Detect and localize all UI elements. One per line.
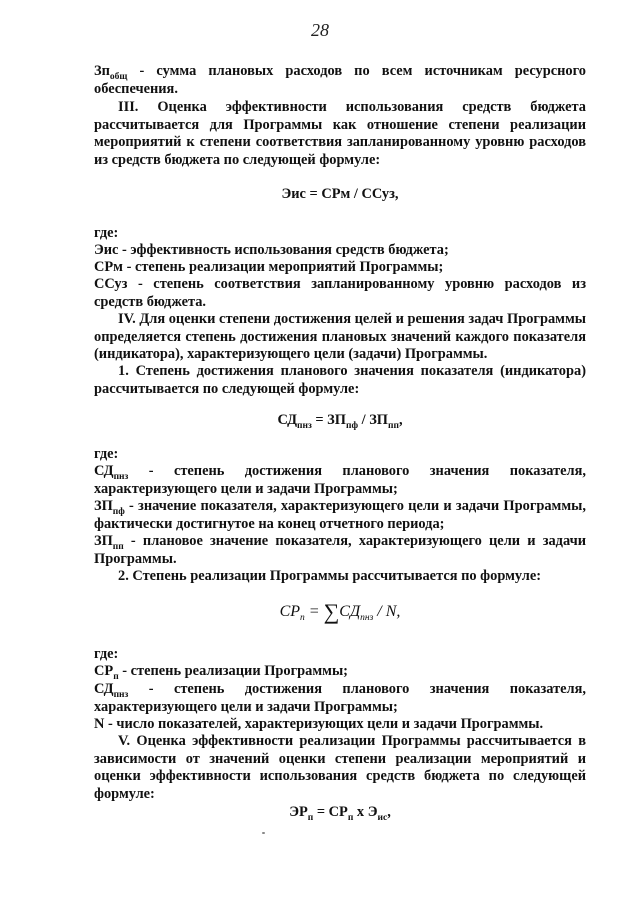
definition-n: N - число показателей, характеризующих цели и задачи Программы. <box>94 716 544 732</box>
paragraph-section-5: V. Оценка эффективности реализации Программы рассчитывается в зависимости от значений оценки степени реализации мероприятий и оценки эффективности использования средств бюджета по следующей формуле: <box>94 733 586 802</box>
formula-subscript: пф <box>345 420 359 431</box>
formula-operator: = СР <box>313 804 348 820</box>
formula-symbol: СР <box>279 603 301 620</box>
definition-sr-p <box>94 663 586 681</box>
definition-eis: Эис - эффективность использования средств бюджета; <box>94 242 449 258</box>
label-where-1: где: <box>94 225 119 241</box>
formula-symbol: ЭР <box>289 804 308 820</box>
page-number: 28 <box>311 20 329 40</box>
symbol: СР <box>94 663 114 679</box>
definition-text: - степень достижения планового значения показателя, характеризующего цели и задачи Программы; <box>94 463 586 497</box>
formula-operator: = <box>304 603 324 620</box>
scan-speck <box>262 832 265 834</box>
formula-indicator-achievement <box>94 412 586 430</box>
formula-operator: х Э <box>353 804 378 820</box>
formula-subscript: пнз <box>360 613 374 624</box>
definition-text: - степень реализации Программы; <box>118 663 348 679</box>
formula-end: , <box>387 804 391 820</box>
paragraph-text: - сумма плановых расходов по всем источникам ресурсного обеспечения. <box>94 63 586 97</box>
formula-subscript: ис <box>377 812 388 823</box>
formula-subscript: п <box>347 812 354 823</box>
symbol-subscript: п <box>113 671 119 682</box>
symbol: ЗП <box>94 533 113 549</box>
formula-subscript: п <box>300 613 305 624</box>
symbol-subscript: пп <box>112 541 124 552</box>
formula-operator: = ЗП <box>311 412 346 428</box>
definition-sd-pnz <box>94 463 586 498</box>
formula-symbol: СД <box>339 603 361 620</box>
definition-srm: СРм - степень реализации мероприятий Программы; <box>94 259 444 275</box>
paragraph-section-4: IV. Для оценки степени достижения целей и решения задач Программы определяется степень достижения плановых значений каждого показателя (индикатора), характеризующего цели (задачи) Программы. <box>94 311 586 363</box>
symbol: Зп <box>94 63 110 79</box>
paragraph-step-2: 2. Степень реализации Программы рассчитывается по формуле: <box>118 568 541 584</box>
formula-end: / N, <box>373 603 401 620</box>
symbol: СД <box>94 463 114 479</box>
symbol-subscript: общ <box>109 71 128 82</box>
definition-zp-pp <box>94 533 586 568</box>
formula-end: , <box>398 412 403 428</box>
definition-zp-pf <box>94 498 586 533</box>
symbol: СД <box>94 681 114 697</box>
formula-symbol: СД <box>277 412 298 428</box>
formula-subscript: п <box>307 812 314 823</box>
formula-subscript: пп <box>388 420 399 431</box>
label-where-2: где: <box>94 446 119 462</box>
definition-text: - степень достижения планового значения показателя, характеризующего цели и задачи Программы; <box>94 681 586 715</box>
definition-sd-pnz-2 <box>94 681 586 716</box>
formula-operator: / ЗП <box>358 412 388 428</box>
paragraph-section-3: III. Оценка эффективности использования средств бюджета рассчитывается для Программы как отношение степени реализации мероприятий к степени соответствия запланированному уровню расходов из средств бюджета по следующей формуле: <box>94 99 586 168</box>
formula-subscript: пнз <box>297 420 312 431</box>
definition-text: - значение показателя, характеризующего цели и задачи Программы, фактически достигнутое на конец отчетного периода; <box>94 498 586 532</box>
symbol-subscript: пнз <box>113 689 129 700</box>
formula-program-realization <box>94 599 586 624</box>
paragraph-step-1: 1. Степень достижения планового значения показателя (индикатора) рассчитывается по следующей формуле: <box>94 363 586 397</box>
formula-program-efficiency <box>94 804 586 822</box>
symbol: ЗП <box>94 498 113 514</box>
symbol-subscript: пф <box>112 506 125 517</box>
symbol-subscript: пнз <box>113 471 129 482</box>
label-where-3: где: <box>94 646 119 662</box>
formula-budget-efficiency: Эис = СРм / ССуз, <box>281 186 399 202</box>
sum-sign: ∑ <box>323 599 340 624</box>
definition-text: - плановое значение показателя, характеризующего цели и задачи Программы. <box>94 533 586 567</box>
paragraph-budget-total <box>94 63 586 98</box>
definition-ssuz: ССуз - степень соответствия запланированному уровню расходов из средств бюджета. <box>94 276 586 310</box>
